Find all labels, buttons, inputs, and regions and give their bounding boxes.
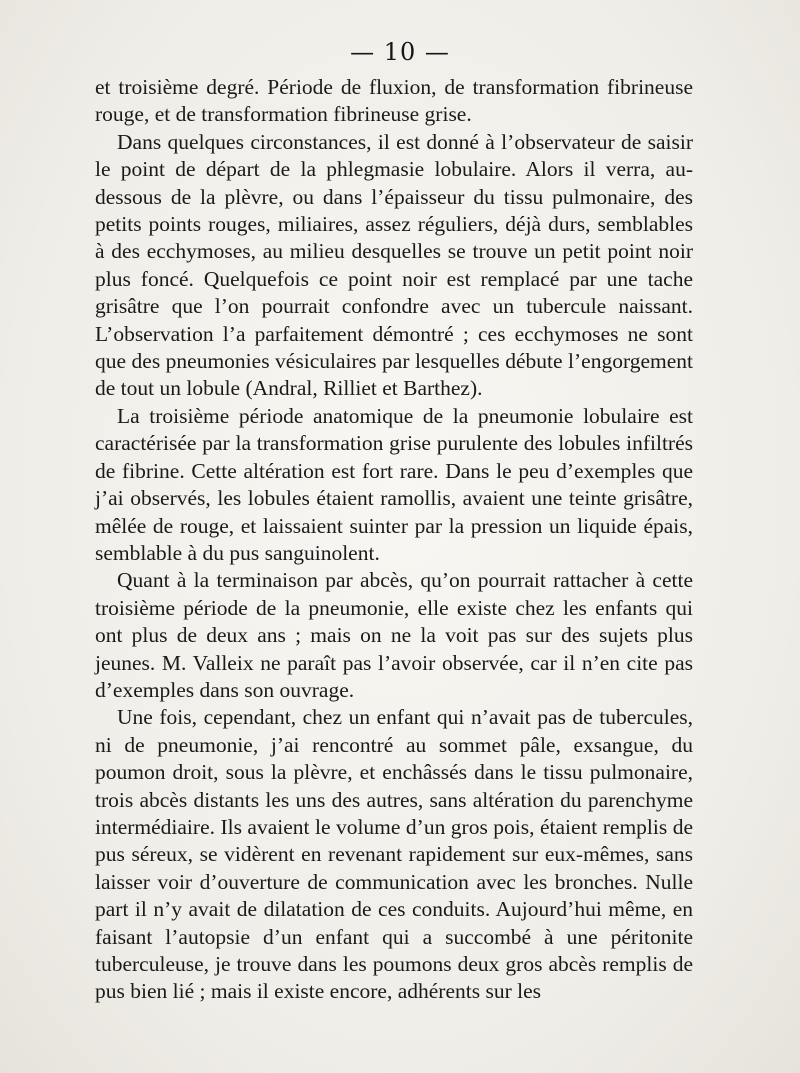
- paragraph: Une fois, cependant, chez un enfant qui n’avait pas de tubercules, ni de pneumonie, j’ai rencontré au sommet pâle, exsangue, du poumon droit, sous la plèvre, et enchâssés dans le tissu pulmonaire, trois abcès distants les uns des autres, sans altération du parenchyme intermédiaire. Ils avaient le volume d’un gros pois, étaient remplis de pus séreux, se vidèrent en revenant rapidement sur eux-mêmes, sans laisser voir d’ouverture de communication avec les bronches. Nulle part il n’y avait de dilatation de ces conduits. Aujourd’hui même, en faisant l’autopsie d’un enfant qui a succombé à une péritonite tuberculeuse, je trouve dans les poumons deux gros abcès remplis de pus bien lié ; mais il existe encore, adhérents sur les: [95, 705, 693, 1004]
- paragraph: et troisième degré. Période de fluxion, de transformation fibrineuse rouge, et de transformation fibrineuse grise.: [95, 75, 693, 127]
- paragraph: Quant à la terminaison par abcès, qu’on pourrait rattacher à cette troisième période de la pneumonie, elle existe chez les enfants qui ont plus de deux ans ; mais on ne la voit pas sur des sujets plus jeunes. M. Valleix ne paraît pas l’avoir observée, car il n’en cite pas d’exemples dans son ouvrage.: [95, 568, 693, 702]
- page-number: — 10 —: [350, 38, 450, 66]
- paragraph: Dans quelques circonstances, il est donné à l’observateur de saisir le point de départ de la phlegmasie lobulaire. Alors il verra, au-dessous de la plèvre, ou dans l’épaisseur du tissu pulmonaire, des petits points rouges, miliaires, assez réguliers, déjà durs, semblables à des ecchymoses, au milieu desquelles se trouve un petit point noir plus foncé. Quelquefois ce point noir est remplacé par une tache grisâtre que l’on pourrait confondre avec un tubercule naissant. L’observation l’a parfaitement démontré ; ces ecchymoses ne sont que des pneumonies vésiculaires par lesquelles débute l’engorgement de tout un lobule (Andral, Rilliet et Barthez).: [95, 129, 693, 401]
- paragraph: La troisième période anatomique de la pneumonie lobulaire est caractérisée par la transformation grise purulente des lobules infiltrés de fibrine. Cette altération est fort rare. Dans le peu d’exemples que j’ai observés, les lobules étaient ramollis, avaient une teinte grisâtre, mêlée de rouge, et laissaient suinter par la pression un liquide épais, semblable à du pus sanguinolent.: [95, 403, 693, 565]
- body-text: [95, 74, 693, 1006]
